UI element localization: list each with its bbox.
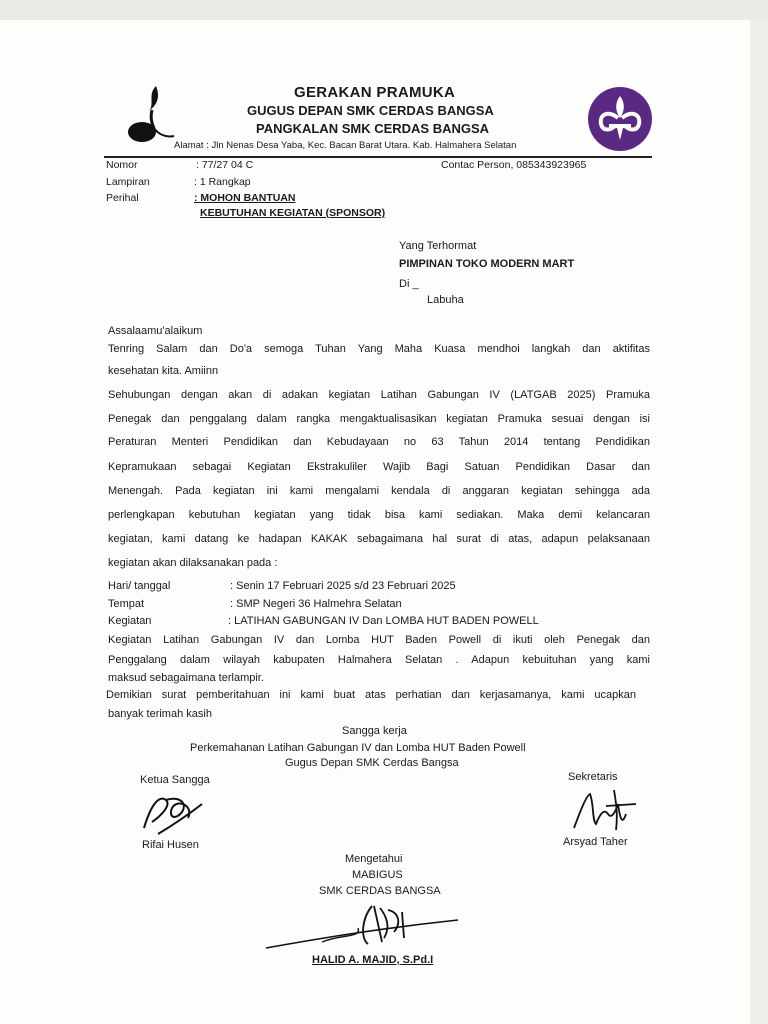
mabigus: MABIGUS (352, 869, 403, 881)
perihal-label: Perihal (106, 192, 139, 204)
sangga-kerja: Sangga kerja (342, 725, 407, 737)
contact-person: Contac Person, 085343923965 (441, 159, 587, 171)
recipient-salutation: Yang Terhormat (399, 240, 477, 252)
kegiatan-value: : LATIHAN GABUNGAN IV Dan LOMBA HUT BADEN POWELL (228, 615, 539, 627)
head-name: HALID A. MAJID, S.Pd.I (312, 954, 434, 966)
tunas-kelapa-icon (128, 84, 174, 146)
lampiran-value: : 1 Rangkap (194, 176, 251, 188)
unit-title: GUGUS DEPAN SMK CERDAS BANGSA (247, 103, 494, 118)
paragraph-line: kegiatan, kami datang ke hadapan KAKAK sebagaimana hal surat di atas, adapun pelaksanaan (108, 533, 650, 545)
paragraph-line: maksud sebagaimana terlampir. (108, 672, 264, 684)
ketua-name: Rifai Husen (142, 839, 199, 851)
gugus-name: Gugus Depan SMK Cerdas Bangsa (285, 757, 459, 769)
paragraph-line: Tenring Salam dan Do'a semoga Tuhan Yang Maha Kuasa mendhoi langkah dan aktifitas (108, 343, 650, 355)
head-signature (262, 898, 462, 956)
sekretaris-name: Arsyad Taher (563, 836, 628, 848)
ketua-title: Ketua Sangga (140, 774, 210, 786)
nomor-label: Nomor (106, 159, 138, 171)
paragraph-line: Kepramukaan sebagai Kegiatan Ekstrakuliler Wajib Bagi Satuan Pendidikan Dasar dan (108, 461, 650, 473)
mengetahui: Mengetahui (345, 853, 403, 865)
lampiran-label: Lampiran (106, 176, 150, 188)
paragraph-line: Menengah. Pada kegiatan ini kami mengalami kendala di anggaran kegiatan sehingga ada (108, 485, 650, 497)
ketua-signature (138, 788, 208, 838)
scout-lily-icon (587, 86, 653, 152)
paragraph-line: perlengkapan kebutuhan kegiatan yang tidak bisa kami sediakan. Maka demi kelancaran (108, 509, 650, 521)
address-line: Alamat : Jln Nenas Desa Yaba, Kec. Bacan Barat Utara. Kab. Halmahera Selatan (174, 140, 517, 151)
tempat-label: Tempat (108, 598, 145, 610)
event-name: Perkemahanan Latihan Gabungan IV dan Lomba HUT Baden Powell (190, 742, 526, 754)
paragraph-line: kesehatan kita. Amiinn (108, 365, 219, 377)
header-rule (104, 156, 652, 158)
tempat-value: : SMP Negeri 36 Halmehra Selatan (230, 598, 402, 610)
paragraph-line: kegiatan akan dilaksanakan pada : (108, 557, 278, 569)
page-edge-right (750, 20, 768, 1024)
greeting: Assalaamu'alaikum (108, 325, 203, 337)
perihal-value-2: KEBUTUHAN KEGIATAN (SPONSOR) (200, 207, 386, 219)
paragraph-line: Demikian surat pemberitahuan ini kami buat atas perhatian dan kerjasamanya, kami ucapkan (106, 689, 636, 701)
org-title: GERAKAN PRAMUKA (294, 84, 456, 101)
paragraph-line: Peraturan Menteri Pendidikan dan Kebudayaan no 63 Tahun 2014 tentang Pendidikan (108, 436, 650, 448)
paragraph-line: Penggalang dalam wilayah kabupaten Halmahera Selatan . Adapun kebuituhan yang kami (108, 654, 650, 666)
sekretaris-title: Sekretaris (568, 771, 618, 783)
paragraph-line: banyak terimah kasih (108, 708, 212, 720)
nomor-value: : 77/27 04 C (196, 159, 254, 171)
school-name: SMK CERDAS BANGSA (319, 885, 441, 897)
paragraph-line: Penegak dan penggalang dalam rangka mengaktualisasikan kegiatan Pramuka sesuai dengan isi (108, 413, 650, 425)
base-title: PANGKALAN SMK CERDAS BANGSA (256, 121, 490, 136)
recipient-di: Di _ (399, 278, 419, 290)
hari-label: Hari/ tanggal (108, 580, 171, 592)
sekretaris-signature (566, 784, 642, 836)
kegiatan-label: Kegiatan (108, 615, 152, 627)
recipient-name: PIMPINAN TOKO MODERN MART (399, 258, 575, 270)
page-edge-top (0, 0, 768, 20)
paragraph-line: Sehubungan dengan akan di adakan kegiatan Latihan Gabungan IV (LATGAB 2025) Pramuka (108, 389, 650, 401)
hari-value: : Senin 17 Februari 2025 s/d 23 Februari 2025 (230, 580, 456, 592)
perihal-value-1: : MOHON BANTUAN (194, 192, 296, 204)
paragraph-line: Kegiatan Latihan Gabungan IV dan Lomba HUT Baden Powell di ikuti oleh Penegak dan (108, 634, 650, 646)
recipient-place: Labuha (427, 294, 464, 306)
